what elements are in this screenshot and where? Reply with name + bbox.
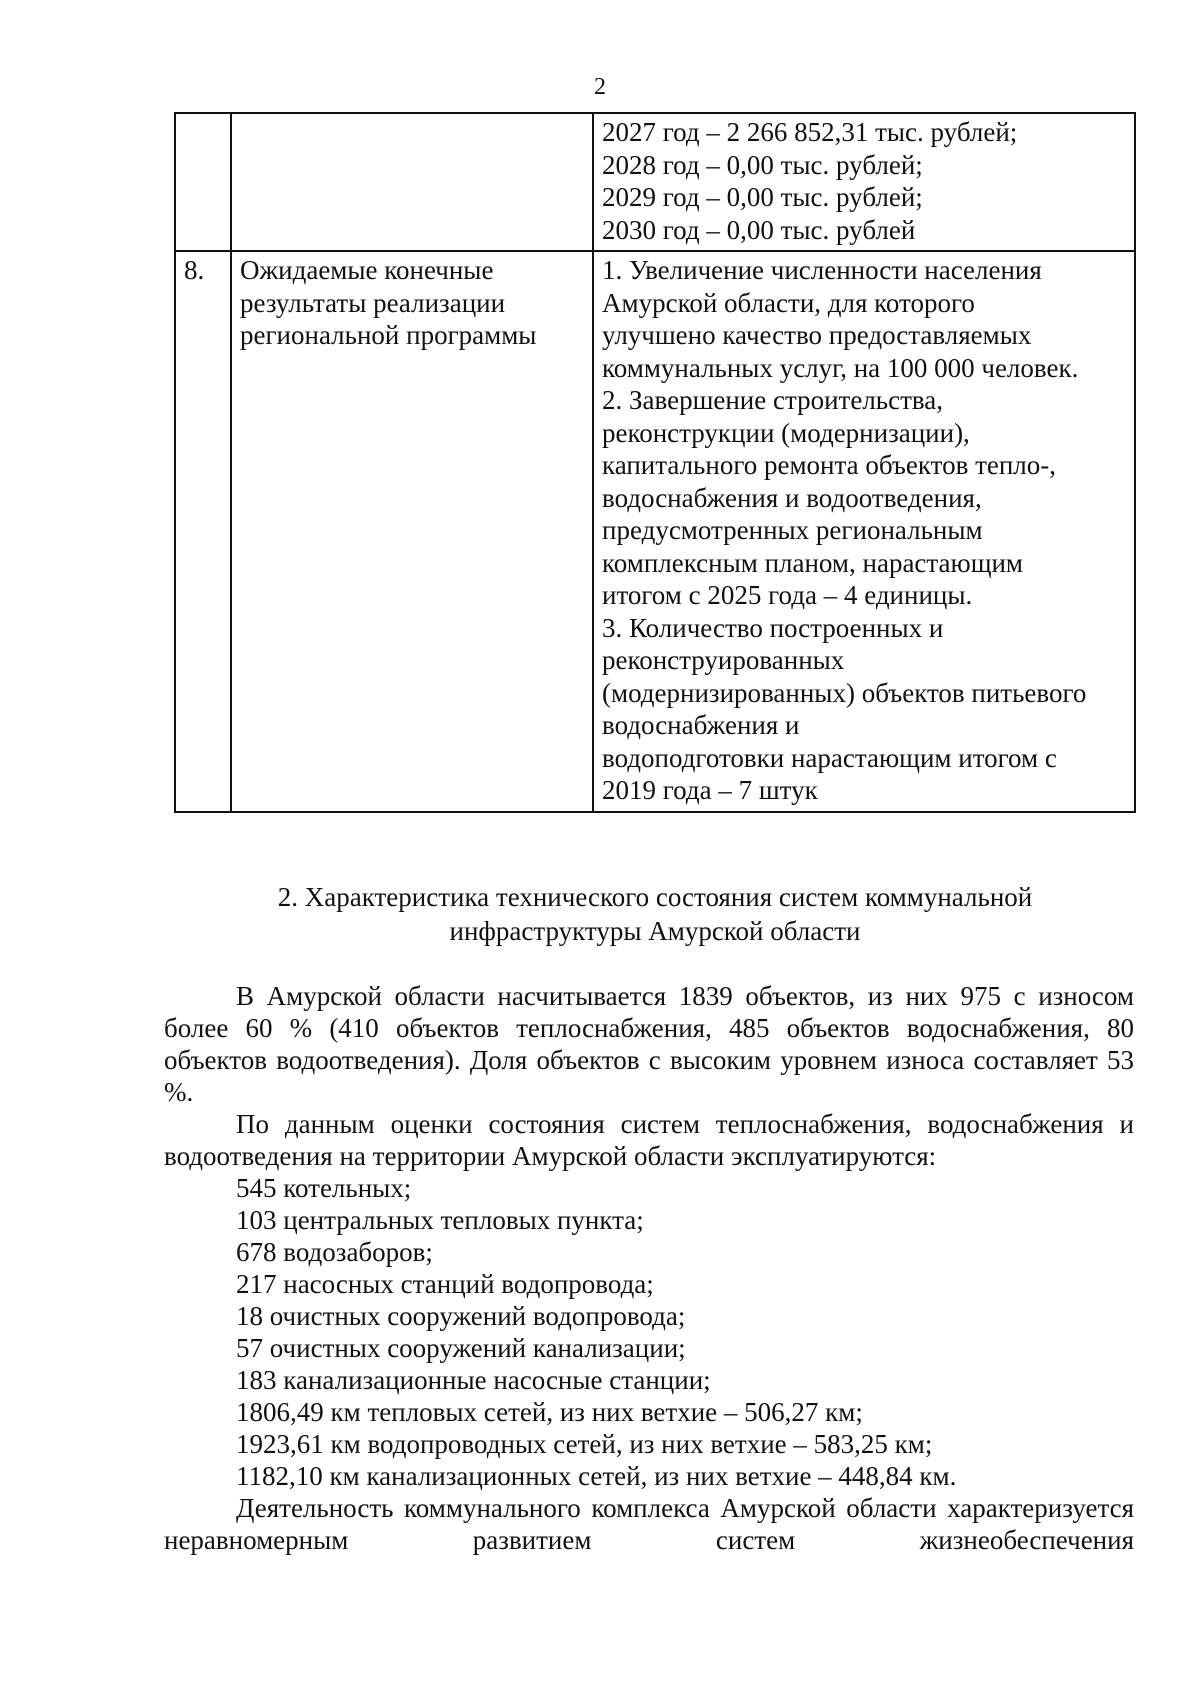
section-title-line: 2. Характеристика технического состояния систем коммунальной: [277, 882, 1033, 912]
table-row: [175, 251, 1135, 812]
result-line: 2. Завершение строительства,: [602, 385, 944, 415]
result-line: (модернизированных) объектов питьевого: [602, 677, 1087, 708]
label-line: региональной программы: [240, 320, 537, 350]
list-item: 183 канализационные насосные станции;: [236, 1365, 711, 1395]
result-line: реконструированных: [602, 645, 845, 675]
list-item: 1806,49 км тепловых сетей, из них ветхие – 506,27 км;: [236, 1397, 863, 1427]
result-line: водоподготовки нарастающим итогом с: [602, 742, 1057, 773]
result-line: капитального ремонта объектов тепло-,: [602, 450, 1057, 480]
program-passport-table: [174, 112, 1136, 813]
paragraph: Деятельность коммунального комплекса Амурской области характеризуется неравномерным развитием систем жизнеобеспечения: [164, 1493, 1134, 1555]
result-line: комплексным планом, нарастающим: [602, 547, 1024, 578]
result-line: 3. Количество построенных и: [602, 612, 944, 643]
list-item: 1923,61 км водопроводных сетей, из них ветхие – 583,25 км;: [236, 1429, 933, 1459]
list-item: 57 очистных сооружений канализации;: [236, 1333, 686, 1363]
result-line: коммунальных услуг, на 100 000 человек.: [602, 352, 1079, 383]
result-line: 2019 года – 7 штук: [602, 775, 818, 805]
row-number-cell: [175, 113, 231, 251]
row-label-cell: [231, 251, 593, 812]
result-line: водоснабжения и: [602, 710, 800, 740]
list-item: 678 водозаборов;: [236, 1237, 433, 1267]
result-line: итогом с 2025 года – 4 единицы.: [602, 580, 973, 610]
list-item: 217 насосных станций водопровода;: [236, 1269, 654, 1299]
table-row: [175, 113, 1135, 251]
funding-line: 2030 год – 0,00 тыс. рублей: [602, 214, 916, 245]
result-line: предусмотренных региональным: [602, 515, 983, 545]
list-item: 103 центральных тепловых пункта;: [236, 1205, 644, 1235]
row-value-cell: [593, 251, 1135, 812]
row-label-cell: [231, 113, 593, 251]
label-line: результаты реализации: [240, 287, 506, 318]
funding-line: 2028 год – 0,00 тыс. рублей;: [602, 149, 923, 180]
row-value-cell: [593, 113, 1135, 251]
paragraph: В Амурской области насчитывается 1839 объектов, из них 975 с износом более 60 % (410 объектов теплоснабжения, 485 объектов водоснабжения, 80 объектов водоотведения). Доля объектов с высоким уровнем износа составляет 53 %.: [164, 981, 1134, 1107]
section-title: [170, 880, 1140, 948]
section-title-line: инфраструктуры Амурской области: [449, 916, 861, 946]
body-text: [164, 980, 1134, 1556]
result-line: Амурской области, для которого: [602, 287, 975, 318]
funding-line: 2029 год – 0,00 тыс. рублей;: [602, 182, 923, 212]
paragraph: По данным оценки состояния систем теплоснабжения, водоснабжения и водоотведения на территории Амурской области эксплуатируются:: [164, 1109, 1134, 1171]
list-item: 18 очистных сооружений водопровода;: [236, 1301, 686, 1331]
result-line: улучшено качество предоставляемых: [602, 320, 1032, 350]
label-line: Ожидаемые конечные: [240, 255, 494, 285]
list-item: 1182,10 км канализационных сетей, из них ветхие – 448,84 км.: [236, 1461, 957, 1491]
result-line: водоснабжения и водоотведения,: [602, 482, 982, 513]
funding-line: 2027 год – 2 266 852,31 тыс. рублей;: [602, 117, 1018, 147]
list-item: 545 котельных;: [236, 1173, 412, 1203]
page-number: 2: [594, 74, 606, 100]
result-line: 1. Увеличение численности населения: [602, 255, 1042, 285]
row-number-cell: 8.: [175, 251, 231, 812]
result-line: реконструкции (модернизации),: [602, 417, 970, 448]
